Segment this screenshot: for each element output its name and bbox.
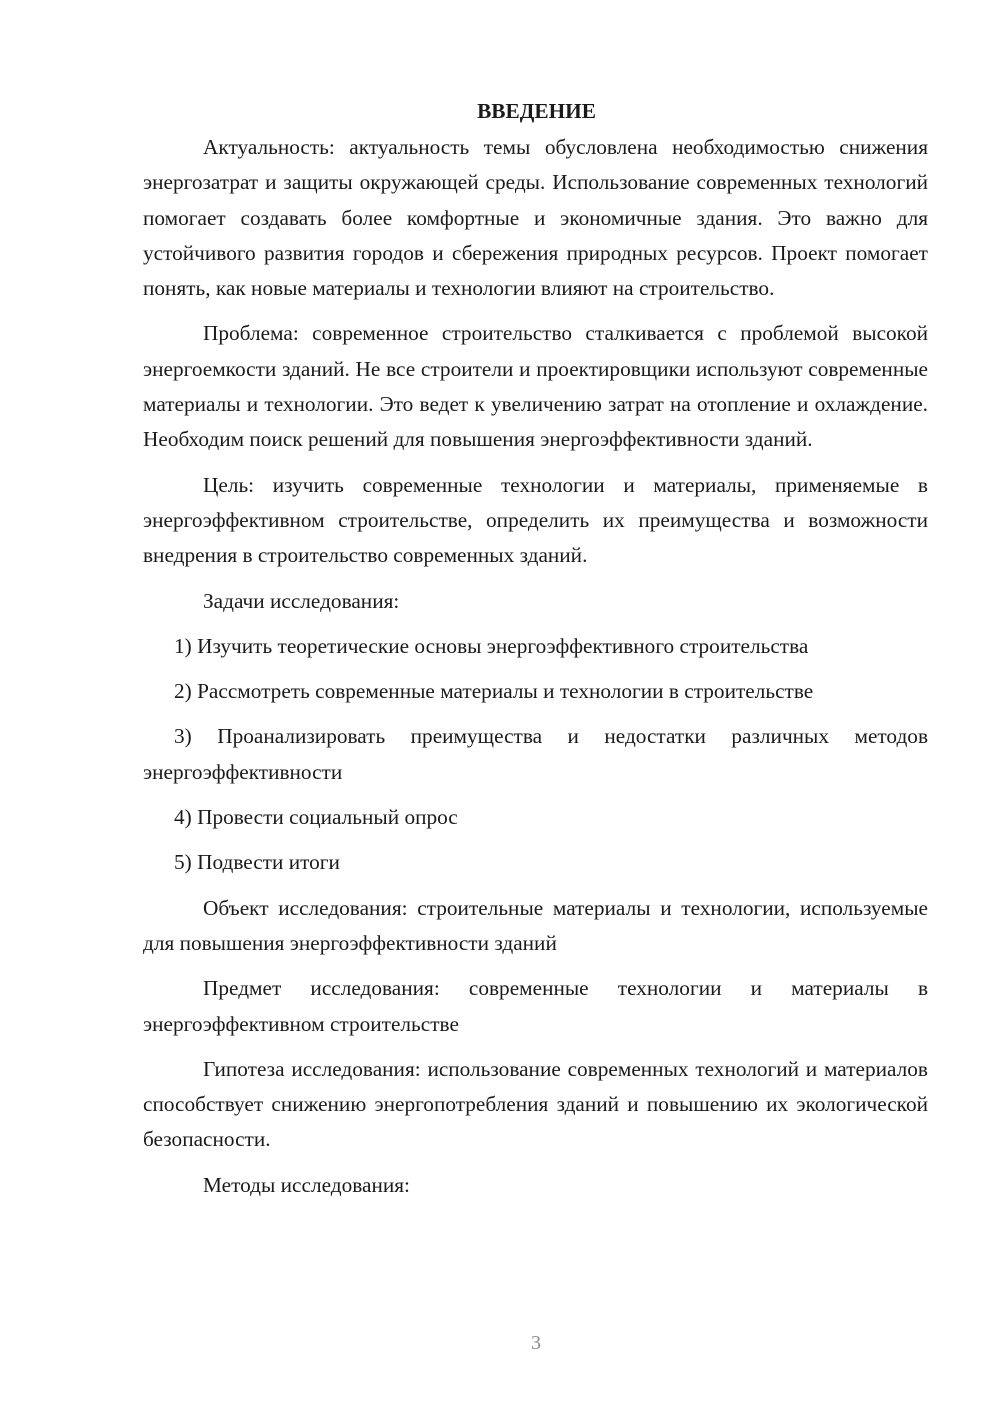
- paragraph-hypothesis: Гипотеза исследования: использование современных технологий и материалов способствует снижению энергопотребления зданий и повышению их экологической безопасности.: [143, 1056, 928, 1152]
- list-item: 4) Провести социальный опрос: [174, 805, 458, 830]
- methods-title: Методы исследования:: [203, 1172, 410, 1197]
- tasks-title: Задачи исследования:: [203, 588, 400, 613]
- list-item: 2) Рассмотреть современные материалы и технологии в строительстве: [174, 679, 814, 704]
- list-item: 5) Подвести итоги: [174, 850, 340, 875]
- list-item: 1) Изучить теоретические основы энергоэффективного строительства: [174, 633, 809, 658]
- paragraph-object: Объект исследования: строительные материалы и технологии, используемые для повышения энергоэффективности зданий: [143, 895, 928, 955]
- paragraph-goal: Цель: изучить современные технологии и материалы, применяемые в энергоэффективном строительстве, определить их преимущества и возможности внедрения в строительство современных зданий.: [143, 472, 928, 568]
- page-number: 3: [531, 1332, 541, 1354]
- document-page: [143, 92, 928, 1213]
- list-item: 3) Проанализировать преимущества и недостатки различных методов энергоэффективности: [143, 724, 928, 784]
- paragraph-subject: Предмет исследования: современные технологии и материалы в энергоэффективном строительстве: [143, 976, 928, 1036]
- paragraph-relevance: Актуальность: актуальность темы обусловлена необходимостью снижения энергозатрат и защиты окружающей среды. Использование современных технологий помогает создавать более комфортные и экономичные здания. Это важно для устойчивого развития городов и сбережения природных ресурсов. Проект помогает понять, как новые материалы и технологии влияют на строительство.: [143, 135, 928, 301]
- paragraph-problem: Проблема: современное строительство сталкивается с проблемой высокой энергоемкости зданий. Не все строители и проектировщики используют современные материалы и технологии. Это ведет к увеличению затрат на отопление и охлаждение. Необходим поиск решений для повышения энергоэффективности зданий.: [143, 321, 928, 452]
- tasks-list: [143, 629, 928, 881]
- page-heading: ВВЕДЕНИЕ: [477, 99, 596, 123]
